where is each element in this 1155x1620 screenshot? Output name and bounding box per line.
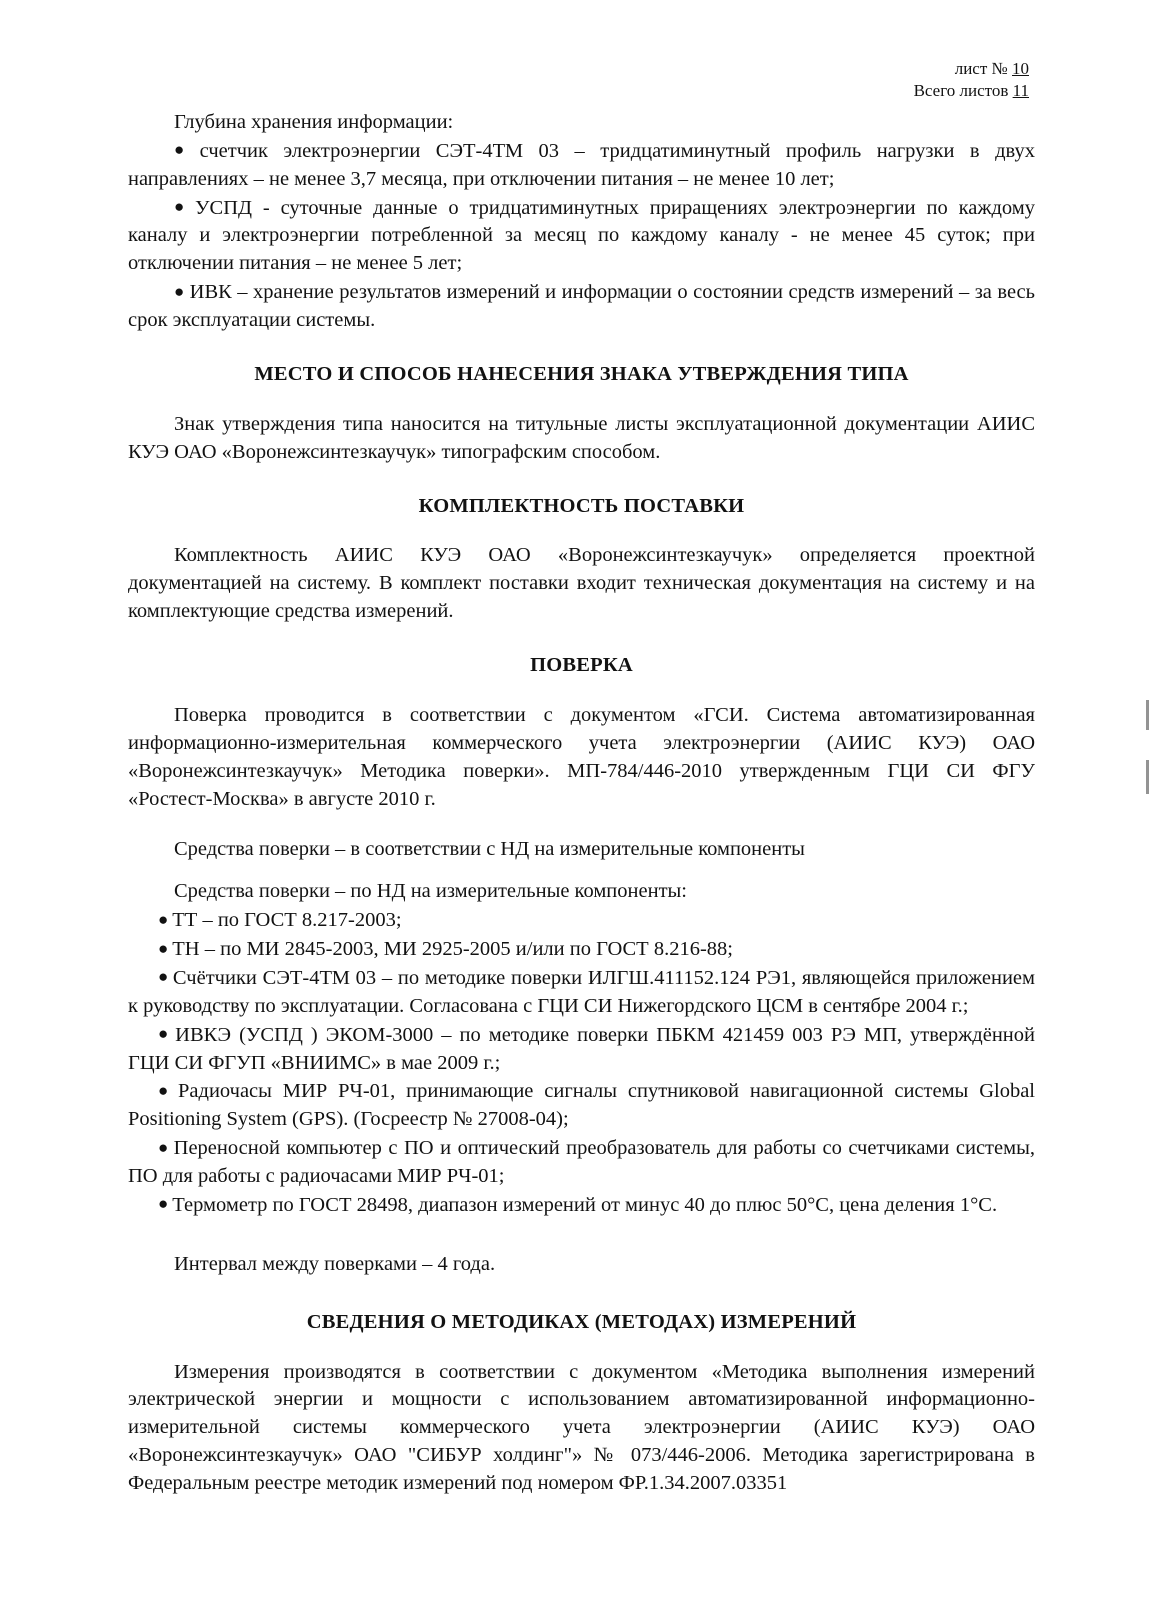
verify-bullet-7 bbox=[128, 1192, 1035, 1220]
storage-bullet-2 bbox=[128, 195, 1035, 279]
total-number: 11 bbox=[1012, 81, 1029, 101]
verify-bullet-7-text: Термометр по ГОСТ 28498, диапазон измерений от минус 40 до плюс 50°С, цена деления 1°С. bbox=[172, 1193, 998, 1216]
section-kit-body: Комплектность АИИС КУЭ ОАО «Воронежсинтезкаучук» определяется проектной документацией на систему. В комплект поставки входит техническая документация на систему и на комплектующие средства измерений. bbox=[128, 544, 1035, 623]
storage-bullet-3-text: ИВК – хранение результатов измерений и информации о состоянии средств измерений – за весь срок эксплуатации системы. bbox=[128, 281, 1036, 331]
verify-bullet-5 bbox=[128, 1078, 1035, 1134]
storage-intro: Глубина хранения информации: bbox=[174, 110, 454, 133]
page-header bbox=[128, 58, 1029, 103]
verify-bullet-1-text: ТТ – по ГОСТ 8.217-2003; bbox=[172, 909, 402, 932]
verify-bullet-5-text: Радиочасы МИР РЧ-01, принимающие сигналы спутниковой навигационной системы Global Positioning System (GPS). (Госреестр № 27008-04); bbox=[128, 1080, 1035, 1131]
total-sheets-line bbox=[128, 80, 1029, 102]
storage-bullet-2-text: УСПД - суточные данные о тридцатиминутных приращениях электроэнергии по каждому каналу и электроэнергии потребленной за месяц по каждому каналу - не менее 45 суток; при отключении питания – не менее 5 лет; bbox=[128, 196, 1035, 275]
section-title-verification: ПОВЕРКА bbox=[530, 654, 633, 676]
verify-bullet-4-text: ИВКЭ (УСПД ) ЭКОМ-3000 – по методике поверки ПБКМ 421459 003 РЭ МП, утверждённой ГЦИ СИ ФГУП «ВНИИМС» в мае 2009 г.; bbox=[128, 1023, 1035, 1074]
bullet-icon: ● bbox=[158, 1137, 170, 1157]
sheet-number-line bbox=[128, 58, 1029, 80]
bullet-icon: ● bbox=[158, 1024, 172, 1044]
bullet-icon: ● bbox=[174, 281, 185, 301]
bullet-icon: ● bbox=[158, 909, 169, 929]
total-label: Всего листов bbox=[913, 81, 1009, 101]
bullet-icon: ● bbox=[158, 967, 169, 987]
section-mark-body: Знак утверждения типа наносится на титульные листы эксплуатационной документации АИИС КУЭ ОАО «Воронежсинтезкаучук» типографским способом. bbox=[128, 412, 1035, 463]
verify-bullet-4 bbox=[128, 1022, 1035, 1078]
verify-means-line-1: Средства поверки – в соответствии с НД на измерительные компоненты bbox=[174, 838, 805, 861]
section-verify-body: Поверка проводится в соответствии с документом «ГСИ. Система автоматизированная информационно-измерительная коммерческого учета электроэнергии (АИИС КУЭ) ОАО «Воронежсинтезкаучук» Методика поверки». МП-784/446-2010 утвержденным ГЦИ СИ ФГУ «Ростест-Москва» в августе 2010 г. bbox=[128, 703, 1035, 810]
bullet-icon: ● bbox=[174, 140, 195, 160]
section-methods-body: Измерения производятся в соответствии с документом «Методика выполнения измерений электрической энергии и мощности с использованием автоматизированной информационно-измерительной системы коммерческого учета электроэнергии (АИИС КУЭ) ОАО «Воронежсинтезкаучук» ОАО "СИБУР холдинг"» № 073/446-2006. Методика зарегистрирована в Федеральным реестре методик измерений под номером ФР.1.34.2007.03351 bbox=[128, 1360, 1035, 1494]
verify-bullet-2 bbox=[128, 936, 1035, 964]
verify-bullet-3-text: Счётчики СЭТ-4ТМ 03 – по методике поверки ИЛГШ.411152.124 РЭ1, являющейся приложением к руководству по эксплуатации. Согласована с ГЦИ СИ Нижегордского ЦСМ в сентябре 2004 г.; bbox=[128, 966, 1035, 1017]
verify-bullet-3 bbox=[128, 965, 1035, 1021]
section-title-measurement-methods: СВЕДЕНИЯ О МЕТОДИКАХ (МЕТОДАХ) ИЗМЕРЕНИЙ bbox=[306, 1310, 857, 1333]
section-title-kit: КОМПЛЕКТНОСТЬ ПОСТАВКИ bbox=[418, 494, 745, 517]
spacer bbox=[128, 865, 1035, 878]
sheet-label: лист № bbox=[954, 59, 1008, 78]
verify-bullet-1 bbox=[128, 907, 1035, 935]
sheet-number: 10 bbox=[1012, 59, 1029, 78]
page-edge-artifact-lower bbox=[1146, 760, 1149, 794]
storage-bullet-3 bbox=[128, 279, 1035, 335]
bullet-icon: ● bbox=[158, 1080, 175, 1100]
bullet-icon: ● bbox=[158, 1194, 169, 1214]
bullet-icon: ● bbox=[158, 938, 169, 958]
verify-bullet-6-text: Переносной компьютер с ПО и оптический преобразователь для работы со счетчиками системы, ПО для работы с радиочасами МИР РЧ-01; bbox=[128, 1137, 1035, 1187]
section-title-mark-method: МЕСТО И СПОСОБ НАНЕСЕНИЯ ЗНАКА УТВЕРЖДЕНИЯ ТИПА bbox=[254, 362, 909, 385]
storage-bullet-1-text: счетчик электроэнергии СЭТ-4ТМ 03 – тридцатиминутный профиль нагрузки в двух направлениях – не менее 3,7 месяца, при отключении питания – не менее 10 лет; bbox=[128, 139, 1035, 190]
verify-means-line-2: Средства поверки – по НД на измерительные компоненты: bbox=[174, 880, 688, 903]
spacer bbox=[128, 814, 1035, 836]
bullet-icon: ● bbox=[174, 197, 191, 216]
verify-bullet-6 bbox=[128, 1135, 1035, 1191]
page-edge-artifact-upper bbox=[1146, 700, 1149, 730]
storage-bullet-1 bbox=[128, 138, 1035, 194]
verify-interval: Интервал между поверками – 4 года. bbox=[174, 1252, 496, 1275]
spacer bbox=[128, 1221, 1035, 1251]
document-body bbox=[128, 109, 1035, 1498]
verify-bullet-2-text: ТН – по МИ 2845-2003, МИ 2925-2005 и/или по ГОСТ 8.216-88; bbox=[172, 938, 733, 960]
